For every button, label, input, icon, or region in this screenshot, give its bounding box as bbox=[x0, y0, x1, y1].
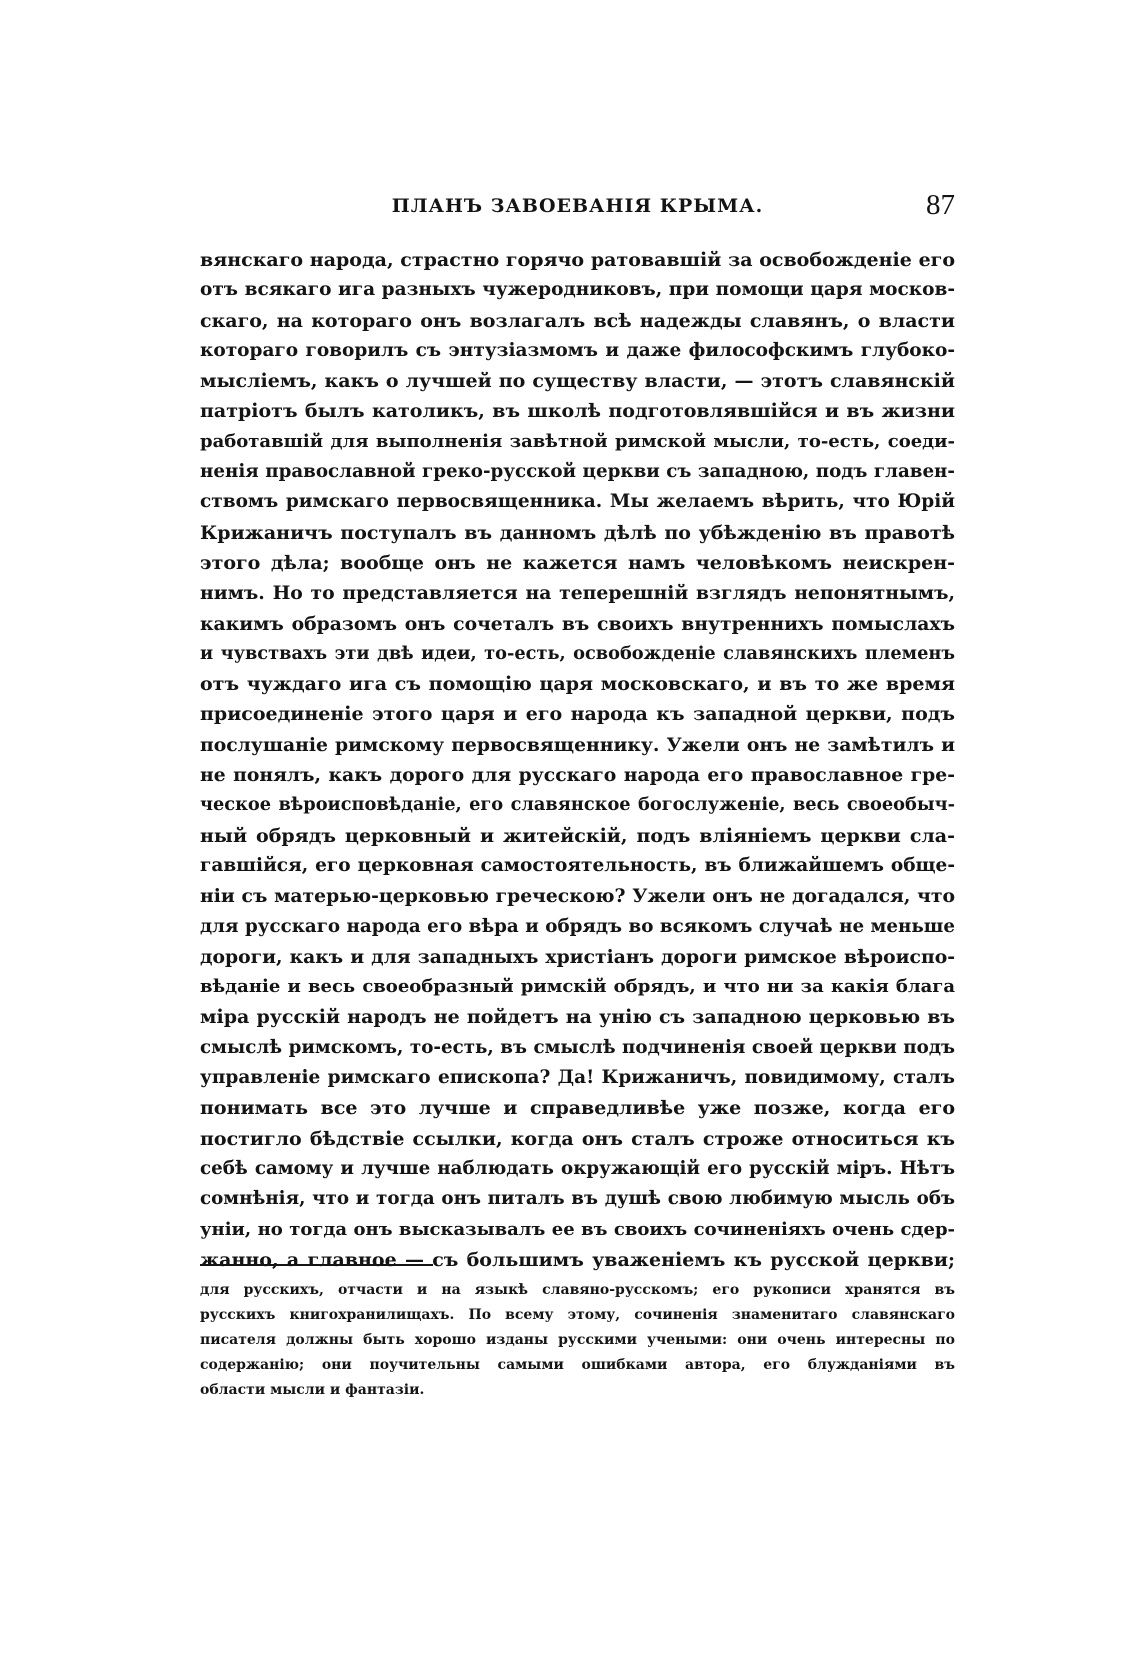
text-line: присоединеніе этого царя и его народа къ западной церкви, подъ bbox=[200, 703, 955, 726]
text-line: ческое вѣроисповѣданіе, его славянское богослуженіе, весь своеобыч- bbox=[200, 794, 955, 816]
text-line: ный обрядъ церковный и житейскій, подъ вліяніемъ церкви сла- bbox=[200, 824, 955, 847]
footnote-line: писателя должны быть хорошо изданы русскими учеными: они очень интересны по bbox=[200, 1332, 955, 1348]
text-line: жанно, а главное — съ большимъ уваженіемъ къ русской церкви; bbox=[200, 1248, 955, 1271]
text-line: этого дѣла; вообще онъ не кажется намъ человѣкомъ неискрен- bbox=[200, 551, 955, 574]
text-line: скаго, на котораго онъ возлагалъ всѣ надежды славянъ, о власти bbox=[200, 309, 955, 332]
text-line: нимъ. Но то представляется на теперешній взглядъ непонятнымъ, bbox=[200, 582, 955, 605]
footnote-line: содержанію; они поучительны самыми ошибками автора, его блужданіями въ bbox=[200, 1357, 955, 1373]
main-text bbox=[200, 245, 955, 1275]
text-line: патріотъ былъ католикъ, въ школѣ подготовлявшійся и въ жизни bbox=[200, 400, 955, 423]
text-line: дороги, какъ и для западныхъ христіанъ дороги римское вѣроиспо- bbox=[200, 945, 955, 968]
text-line: постигло бѣдствіе ссылки, когда онъ сталъ строже относиться къ bbox=[200, 1127, 955, 1150]
text-line: ніи съ матерью-церковью греческою? Ужели онъ не догадался, что bbox=[200, 885, 955, 908]
text-line: міра русскій народъ не пойдетъ на унію съ западною церковью въ bbox=[200, 1006, 955, 1029]
text-line: смыслѣ римскомъ, то-есть, въ смыслѣ подчиненія своей церкви подъ bbox=[200, 1036, 955, 1058]
page-number: 87 bbox=[926, 189, 955, 221]
footnote-line: области мысли и фантазіи. bbox=[200, 1382, 425, 1398]
text-line: котораго говорилъ съ энтузіазмомъ и даже философскимъ глубоко- bbox=[200, 339, 955, 361]
text-line: понимать все это лучше и справедливѣе уже позже, когда его bbox=[200, 1097, 955, 1120]
footnote-line: для русскихъ, отчасти и на языкѣ славяно-русскомъ; его рукописи хранятся въ bbox=[200, 1282, 955, 1298]
text-line: для русскаго народа его вѣра и обрядъ во всякомъ случаѣ не меньше bbox=[200, 915, 955, 937]
running-header bbox=[200, 189, 955, 229]
running-title: ПЛАНЪ ЗАВОЕВАНІЯ КРЫМА. bbox=[391, 195, 764, 217]
text-line: мысліемъ, какъ о лучшей по существу власти, — этотъ славянскій bbox=[200, 370, 955, 393]
text-line: вѣданіе и весь своеобразный римскій обрядъ, и что ни за какія блага bbox=[200, 976, 955, 998]
text-line: ненія православной греко-русской церкви съ западною, подъ главен- bbox=[200, 461, 955, 483]
text-line: отъ всякаго ига разныхъ чужеродниковъ, при помощи царя москов- bbox=[200, 279, 955, 301]
text-line: и чувствахъ эти двѣ идеи, то-есть, освобожденіе славянскихъ племенъ bbox=[200, 642, 955, 664]
footnote-divider bbox=[200, 1264, 433, 1266]
text-line: какимъ образомъ онъ сочеталъ въ своихъ внутреннихъ помыслахъ bbox=[200, 612, 955, 635]
text-line: сомнѣнія, что и тогда онъ питалъ въ душѣ свою любимую мысль объ bbox=[200, 1188, 955, 1210]
text-line: уніи, но тогда онъ высказывалъ ее въ своихъ сочиненіяхъ очень сдер- bbox=[200, 1218, 955, 1240]
text-line: ствомъ римскаго первосвященника. Мы желаемъ вѣрить, что Юрій bbox=[200, 491, 955, 513]
text-line: вянскаго народа, страстно горячо ратовавшій за освобожденіе его bbox=[200, 249, 955, 271]
text-line: Крижаничъ поступалъ въ данномъ дѣлѣ по убѣжденію въ правотѣ bbox=[200, 521, 955, 544]
text-line: не понялъ, какъ дорого для русскаго народа его православное гре- bbox=[200, 764, 955, 787]
text-line: послушаніе римскому первосвященнику. Ужели онъ не замѣтилъ и bbox=[200, 733, 955, 756]
text-line: гавшійся, его церковная самостоятельность, въ ближайшемъ обще- bbox=[200, 854, 955, 876]
footnote bbox=[200, 1278, 955, 1403]
text-line: работавшій для выполненія завѣтной римской мысли, то-есть, соеди- bbox=[200, 430, 955, 452]
text-line: управленіе римскаго епископа? Да! Крижаничъ, повидимому, сталъ bbox=[200, 1067, 955, 1089]
footnote-line: русскихъ книгохранилищахъ. По всему этому, сочиненія знаменитаго славянскаго bbox=[200, 1307, 955, 1323]
text-line: себѣ самому и лучше наблюдать окружающій его русскій міръ. Нѣтъ bbox=[200, 1157, 955, 1179]
text-line: отъ чуждаго ига съ помощію царя московскаго, и въ то же время bbox=[200, 673, 955, 696]
